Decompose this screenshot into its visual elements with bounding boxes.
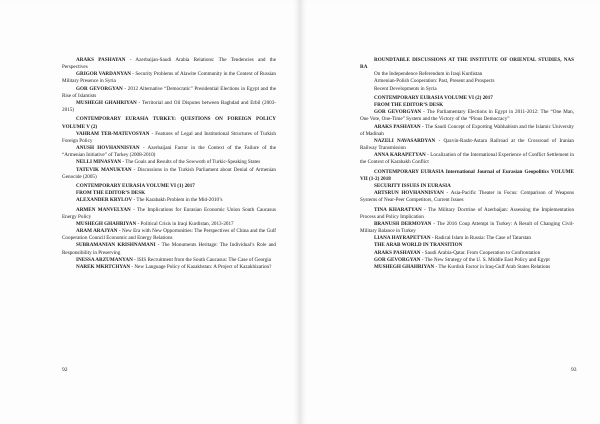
- page-number: 93: [571, 367, 577, 373]
- entry-title: - Security Problems of Alawite Community in the Context of Russian Military Presence in Syria: [62, 71, 276, 85]
- entry-author: TINA KHARATYAN: [374, 206, 422, 213]
- list-item: [62, 228, 276, 242]
- list-item: [62, 207, 276, 221]
- list-item: On the Independence Referendum in Iraqi Kurdistan: [374, 71, 483, 78]
- list-item: [62, 159, 276, 166]
- section-heading: CONTEMPORARY EURASIA VOLUME VI (1) 2017: [76, 183, 195, 190]
- entry-title: - Azerbaijani Factor in the Context of the Failure of the “Armenian Initiative” of Turkey (2008-2010): [62, 145, 276, 159]
- entry-title: - The Military Doctrine of Azerbaijan: Assessing the Implementation Process and Policy Implication: [360, 206, 575, 220]
- entry-author: NELLI MINASYAN: [76, 159, 122, 166]
- list-item: [360, 124, 574, 138]
- entry-title: - The Saudi Concept of Exporting Wahhabism and the Islamic University of Madinah: [360, 123, 575, 137]
- list-item: [360, 264, 574, 271]
- list-item: [360, 152, 574, 166]
- list-item: [62, 167, 276, 181]
- entry-title: - Territorial and Oil Disputes between Baghdad and Erbil (2003-2015): [62, 99, 276, 114]
- entry-title: - Radical Islam in Russia: The Case of Tatarstan: [430, 235, 531, 242]
- entry-author: GOR GEVORGYAN: [76, 85, 123, 92]
- entry-author: NAZELI NAVASARDYAN: [374, 137, 436, 144]
- entry-title: - Discussions in the Turkish Parliament about Denial of Armenian Genocide (2005): [62, 166, 276, 180]
- section-heading: CONTEMPORARY EURASIA VOLUME VI (2) 2017: [374, 94, 493, 101]
- list-item: [62, 86, 276, 100]
- entry-title: - The Kurdish Factor in Iraq-Gulf Arab States Relations: [434, 263, 551, 270]
- list-item: [360, 138, 574, 152]
- entry-author: ANUSH HOVHANNISYAN: [76, 145, 140, 152]
- entry-author: GRIGOR VARDANYAN: [76, 71, 131, 78]
- list-item: [62, 131, 276, 145]
- section-subheading: FROM THE EDITOR’S DESK: [374, 102, 444, 109]
- entry-title: - The Implications for Eurasian Economic Union South Caucasus Energy Policy: [62, 206, 276, 220]
- entry-author: ARTSRUN HOVHANNISYAN: [374, 190, 444, 197]
- section-heading: THE ARAB WORLD IN TRANSITION: [374, 242, 463, 249]
- list-item: [62, 100, 276, 114]
- entry-title: - The New Strategy of the U. S. Middle East Policy and Egypt: [420, 256, 550, 263]
- entry-author: ALEXANDER KRYLOV: [76, 197, 133, 204]
- section-heading: ROUNDTABLE DISCUSSIONS AT THE INSTITUTE OF ORIENTAL STUDIES, NAS RA: [360, 57, 574, 71]
- entry-author: VAHRAM TER-MATEVOSYAN: [76, 130, 150, 137]
- entry-title: - Political Crisis in Iraqi Kurdistan, 2013-2017: [136, 221, 234, 227]
- entry-author: ARAM ARAJYAN: [76, 228, 118, 235]
- entry-title: - Saudi Arabia-Qatar. From Cooperation to Confrontation: [420, 249, 541, 256]
- entry-title: - The 2016 Coup Attempt in Turkey: A Result of Changing Civil-Military Balance in Turkey: [360, 221, 574, 235]
- entry-author: BRANUSH DERMOYAN: [374, 221, 432, 227]
- entry-author: ARAKS PASHAYAN: [374, 123, 421, 130]
- entry-author: GOR GEVORGYAN: [374, 256, 421, 263]
- list-item: [62, 197, 276, 204]
- list-item: [62, 257, 276, 264]
- entry-author: NAREK MKRTCHYAN: [76, 263, 131, 270]
- entry-author: GOR GEVORGYAN: [374, 109, 422, 116]
- entry-author: SUBRAMANIAN KRISHNAMANI: [76, 242, 156, 249]
- list-item: [360, 109, 574, 123]
- right-column: [360, 57, 574, 271]
- list-item: [360, 250, 574, 257]
- list-item: [360, 207, 574, 221]
- right-page: [300, 0, 600, 424]
- list-item: [62, 57, 276, 71]
- list-item: [62, 264, 276, 271]
- entry-author: ARAKS PASHAYAN: [76, 57, 126, 63]
- entry-title: - Features of Legal and Institutional Structures of Turkish Foreign Policy: [62, 130, 276, 144]
- list-item: [360, 221, 574, 235]
- section-subheading: SECURITY ISSUES IN EURASIA: [374, 183, 451, 190]
- page-number: 92: [62, 367, 68, 373]
- entry-title: - The Parliamentary Elections in Egypt in 2011-2012: The “One Man, One Vote, One-Time” System and the Victory of the “Pious Democracy”: [360, 109, 575, 123]
- section-heading: CONTEMPORARY EURASIA TURKEY: QUESTIONS ON FOREIGN POLICY VOLUME V (2): [62, 116, 276, 130]
- list-item: [360, 190, 574, 204]
- entry-title: - Localization of the International Experience of Conflict Settlement in the Context of Karabakh Conflict: [360, 152, 574, 166]
- entry-title: - Asia-Pacific Theater in Focus: Comparison of Weapons Systems of Near-Peer Competitors, Current Issues: [360, 190, 574, 204]
- list-item: Recent Developments in Syria: [374, 85, 437, 92]
- section-subheading: FROM THE EDITOR’S DESK: [76, 190, 146, 197]
- entry-author: MUSHEGH GHAHRIYAN: [374, 263, 435, 270]
- entry-author: INESSA ARZUMANYAN: [76, 256, 133, 263]
- entry-author: TATEVIK MANUKYAN: [76, 166, 132, 173]
- list-item: [360, 235, 574, 242]
- entry-title: - New Language Policy of Kazakhstan: A Project of Kazakhization?: [130, 263, 272, 270]
- entry-title: - The Karabakh Problem in the Mid-2010’s: [132, 197, 223, 204]
- entry-title: - Azerbaijan-Saudi Arabia Relations: The Tendencies and the Perspectives: [62, 57, 276, 71]
- entry-author: ANNA KARAPETYAN: [374, 152, 426, 159]
- list-item: [62, 145, 276, 159]
- entry-title: - The Monuments Heritage: The Individual’s Role and Responsibility in Preserving: [62, 242, 276, 256]
- list-item: Armenian-Polish Cooperation: Past, Present and Prospects: [374, 78, 495, 85]
- entry-title: - Qazvin-Rasht-Astara Railroad at the Crossroad of Iranian Railway Transmission: [360, 137, 574, 152]
- entry-author: MUSHEGH GHAHRIYAN: [76, 221, 137, 227]
- list-item: [360, 257, 574, 264]
- entry-author: LIANA HAYRAPETYAN: [374, 235, 431, 242]
- entry-author: MUSHEGH GHAHRIYAN: [76, 99, 137, 106]
- section-heading: CONTEMPORARY EURASIA International Journal of Eurasian Geopolitics VOLUME VII (1-2) 2018: [360, 168, 574, 182]
- entry-title: - ISIS Recruitment from the South Caucasus: The Case of Georgia: [132, 256, 271, 263]
- list-item: [62, 242, 276, 256]
- entry-title: - New Era with New Opportunities: The Perspectives of China and the Gulf Cooperation Council Economic and Energy Relations: [62, 228, 276, 242]
- left-column: [62, 57, 276, 271]
- entry-author: ARMEN MANVELYAN: [76, 206, 131, 213]
- list-item: [62, 71, 276, 85]
- entry-author: ARAKS PASHAYAN: [374, 249, 421, 256]
- entry-title: - The Goals and Results of the Sowwoth of Turkic-Speaking States: [121, 159, 261, 166]
- entry-title: - 2012 Alternative “Democratic” Presidential Elections in Egypt and the Rise of Islamists: [62, 85, 277, 99]
